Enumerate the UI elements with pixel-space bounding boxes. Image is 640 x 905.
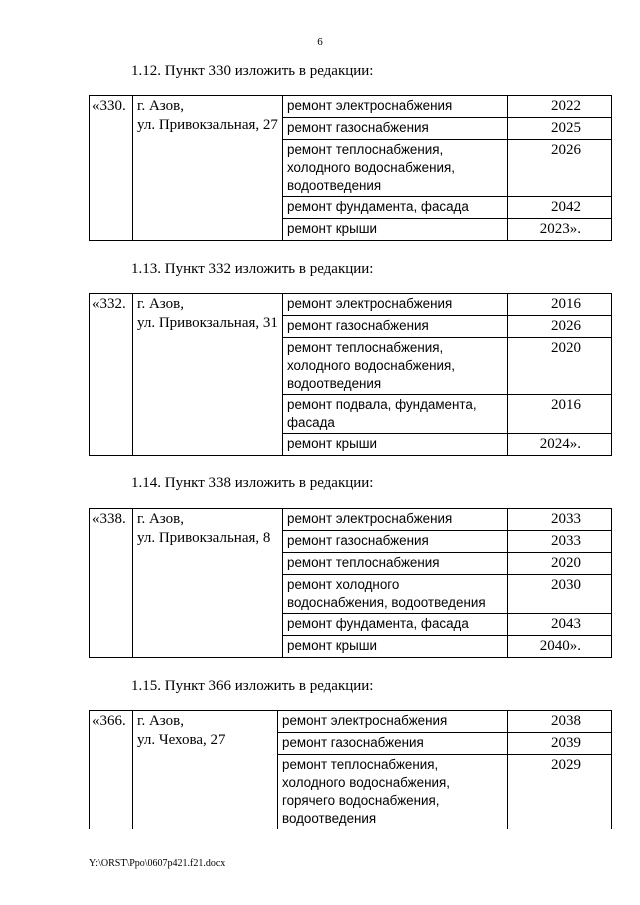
work-type: ремонт газоснабжения	[278, 733, 508, 755]
work-type: ремонт фундамента, фасада	[283, 197, 508, 219]
item-number: «338.	[90, 509, 133, 658]
work-type: ремонт крыши	[283, 636, 508, 658]
year: 2016	[508, 294, 612, 316]
year: 2038	[508, 711, 612, 733]
address: г. Азов, ул. Привокзальная, 27	[133, 96, 283, 241]
work-type: ремонт электроснабжения	[278, 711, 508, 733]
footer-file-path: Y:\ORST\Ppo\0607p421.f21.docx	[89, 858, 226, 869]
year: 2043	[508, 614, 612, 636]
year: 2026	[508, 316, 612, 338]
item-number: «330.	[90, 96, 133, 241]
repair-table	[89, 95, 612, 241]
year: 2040».	[508, 636, 612, 658]
work-type: ремонт электроснабжения	[283, 294, 508, 316]
year: 2033	[508, 531, 612, 553]
work-type: ремонт электроснабжения	[283, 96, 508, 118]
section-heading: 1.14. Пункт 338 изложить в редакции:	[131, 475, 374, 491]
section-heading: 1.12. Пункт 330 изложить в редакции:	[131, 63, 374, 79]
year: 2026	[508, 140, 612, 197]
work-type: ремонт газоснабжения	[283, 531, 508, 553]
repair-table	[89, 710, 612, 829]
year: 2022	[508, 96, 612, 118]
year: 2030	[508, 575, 612, 614]
year: 2033	[508, 509, 612, 531]
year: 2039	[508, 733, 612, 755]
work-type: ремонт крыши	[283, 434, 508, 456]
year: 2042	[508, 197, 612, 219]
page-number: 6	[317, 36, 323, 48]
work-type: ремонт холодного водоснабжения, водоотведения	[283, 575, 508, 614]
repair-table	[89, 508, 612, 658]
year: 2029	[508, 755, 612, 830]
work-type: ремонт подвала, фундамента, фасада	[283, 395, 508, 434]
year: 2025	[508, 118, 612, 140]
work-type: ремонт фундамента, фасада	[283, 614, 508, 636]
year: 2023».	[508, 219, 612, 241]
work-type: ремонт теплоснабжения, холодного водоснабжения, горячего водоснабжения, водоотведения	[278, 755, 508, 830]
address: г. Азов, ул. Чехова, 27	[133, 711, 278, 830]
year: 2016	[508, 395, 612, 434]
address: г. Азов, ул. Привокзальная, 8	[133, 509, 283, 658]
work-type: ремонт газоснабжения	[283, 118, 508, 140]
work-type: ремонт теплоснабжения, холодного водоснабжения, водоотведения	[283, 140, 508, 197]
section-heading: 1.13. Пункт 332 изложить в редакции:	[131, 261, 374, 277]
item-number: «332.	[90, 294, 133, 456]
work-type: ремонт крыши	[283, 219, 508, 241]
address: г. Азов, ул. Привокзальная, 31	[133, 294, 283, 456]
year: 2020	[508, 338, 612, 395]
repair-table	[89, 293, 612, 456]
work-type: ремонт теплоснабжения	[283, 553, 508, 575]
year: 2024».	[508, 434, 612, 456]
year: 2020	[508, 553, 612, 575]
section-heading: 1.15. Пункт 366 изложить в редакции:	[131, 678, 374, 694]
work-type: ремонт электроснабжения	[283, 509, 508, 531]
work-type: ремонт теплоснабжения, холодного водоснабжения, водоотведения	[283, 338, 508, 395]
work-type: ремонт газоснабжения	[283, 316, 508, 338]
item-number: «366.	[90, 711, 133, 830]
